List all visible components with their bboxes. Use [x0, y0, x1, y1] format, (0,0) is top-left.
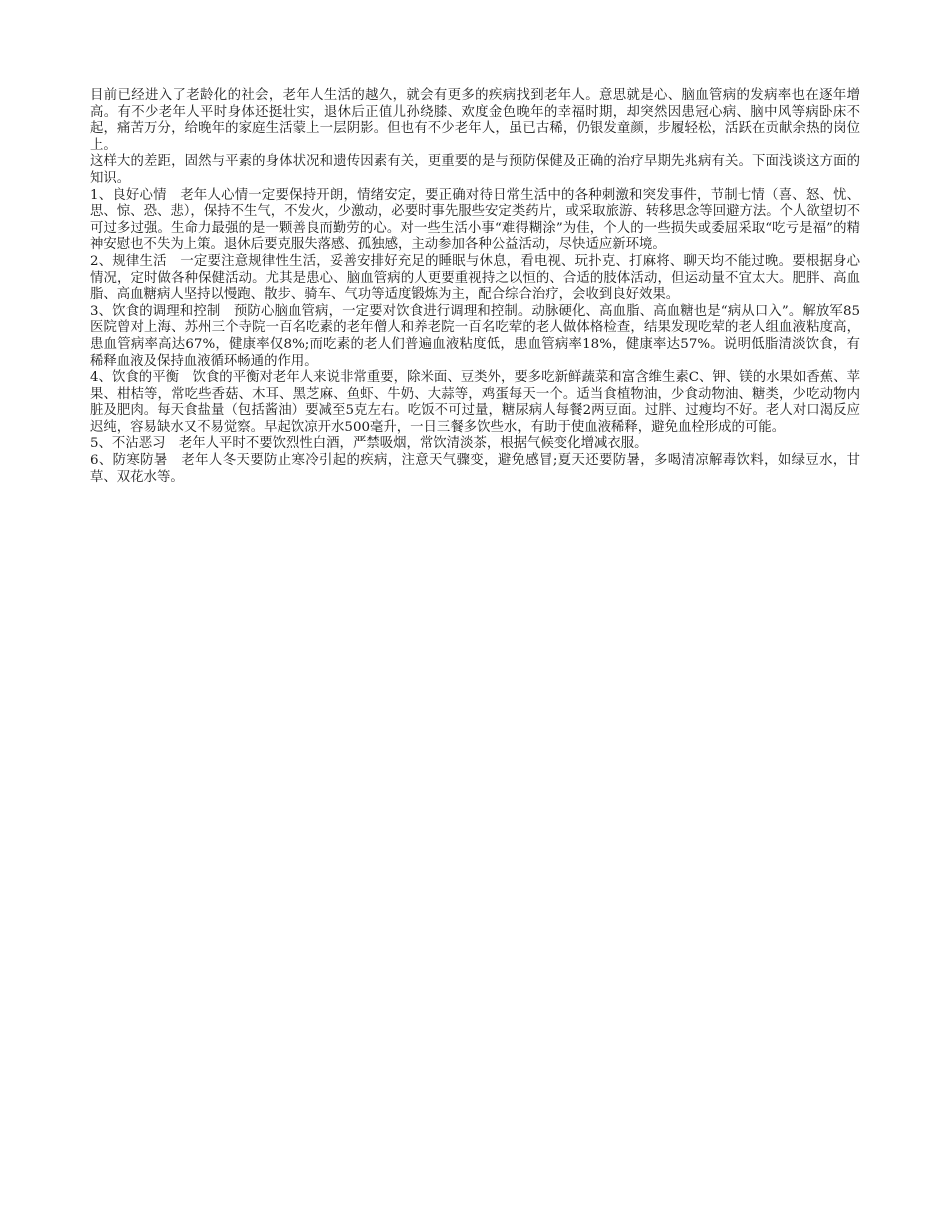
section-no-bad-habits: 5、不沾恶习 老年人平时不要饮烈性白酒，严禁吸烟，常饮清淡茶，根据气候变化增减衣服。	[90, 436, 648, 452]
document-body	[90, 88, 860, 486]
section-good-mood: 1、良好心情 老年人心情一定要保持开朗，情绪安定，要正确对待日常生活中的各种刺激和突发事件，节制七情（喜、怒、忧、思、惊、恐、悲），保持不生气，不发火，少激动，必要时事先服些安定类药片，或采取旅游、转移思念等回避方法。个人欲望切不可过多过强。生命力最强的是一颗善良而勤劳的心。对一些生活小事“难得糊涂”为佳，个人的一些损失或委屈采取“吃亏是福”的精神安慰也不失为上策。退休后要克服失落感、孤独感，主动参加各种公益活动，尽快适应新环境。	[90, 187, 860, 253]
section-cold-heat-prevention: 6、防寒防暑 老年人冬天要防止寒冷引起的疾病，注意天气骤变，避免感冒;夏天还要防暑，多喝清凉解毒饮料，如绿豆水，甘草、双花水等。	[90, 453, 860, 485]
section-diet-balance: 4、饮食的平衡 饮食的平衡对老年人来说非常重要，除米面、豆类外，要多吃新鲜蔬菜和富含维生素C、钾、镁的水果如香蕉、苹果、柑桔等，常吃些香菇、木耳、黑芝麻、鱼虾、牛奶、大蒜等，鸡蛋每天一个。适当食植物油，少食动物油、糖类，少吃动物内脏及肥肉。每天食盐量（包括酱油）要减至5克左右。吃饭不可过量，糖尿病人每餐2两豆面。过胖、过瘦均不好。老人对口渴反应迟纯，容易缺水又不易觉察。早起饮凉开水500毫升，一日三餐多饮些水，有助于使血液稀释，避免血栓形成的可能。	[90, 370, 860, 435]
section-diet-control: 3、饮食的调理和控制 预防心脑血管病，一定要对饮食进行调理和控制。动脉硬化、高血脂、高血糖也是“病从口入”。解放军85医院曾对上海、苏州三个寺院一百名吃素的老年僧人和养老院一百名吃荤的老人做体格检查，结果发现吃荤的老人组血液粘度高，患血管病率高达67%，健康率仅8%;而吃素的老人们普遍血液粘度低，患血管病率18%，健康率达57%。说明低脂清淡饮食，有稀释血液及保持血液循环畅通的作用。	[90, 303, 860, 369]
intro-summary-paragraph: 这样大的差距，固然与平素的身体状况和遗传因素有关，更重要的是与预防保健及正确的治疗早期先兆病有关。下面浅谈这方面的知识。	[90, 154, 860, 186]
section-regular-life: 2、规律生活 一定要注意规律性生活，妥善安排好充足的睡眠与休息，看电视、玩扑克、打麻将、聊天均不能过晚。要根据身心情况，定时做各种保健活动。尤其是患心、脑血管病的人更要重视持之以恒的、合适的肢体活动，但运动量不宜太大。肥胖、高血脂、高血糖病人坚持以慢跑、散步、骑车、气功等适度锻炼为主，配合综合治疗，会收到良好效果。	[90, 253, 860, 303]
intro-paragraph: 目前已经进入了老龄化的社会，老年人生活的越久，就会有更多的疾病找到老年人。意思就是心、脑血管病的发病率也在逐年增高。有不少老年人平时身体还挺壮实，退休后正值儿孙绕膝、欢度金色晚年的幸福时期，却突然因患冠心病、脑中风等病卧床不起，痛苦万分，给晚年的家庭生活蒙上一层阴影。但也有不少老年人，虽已古稀，仍银发童颜，步履轻松，活跃在贡献余热的岗位上。	[90, 88, 860, 153]
